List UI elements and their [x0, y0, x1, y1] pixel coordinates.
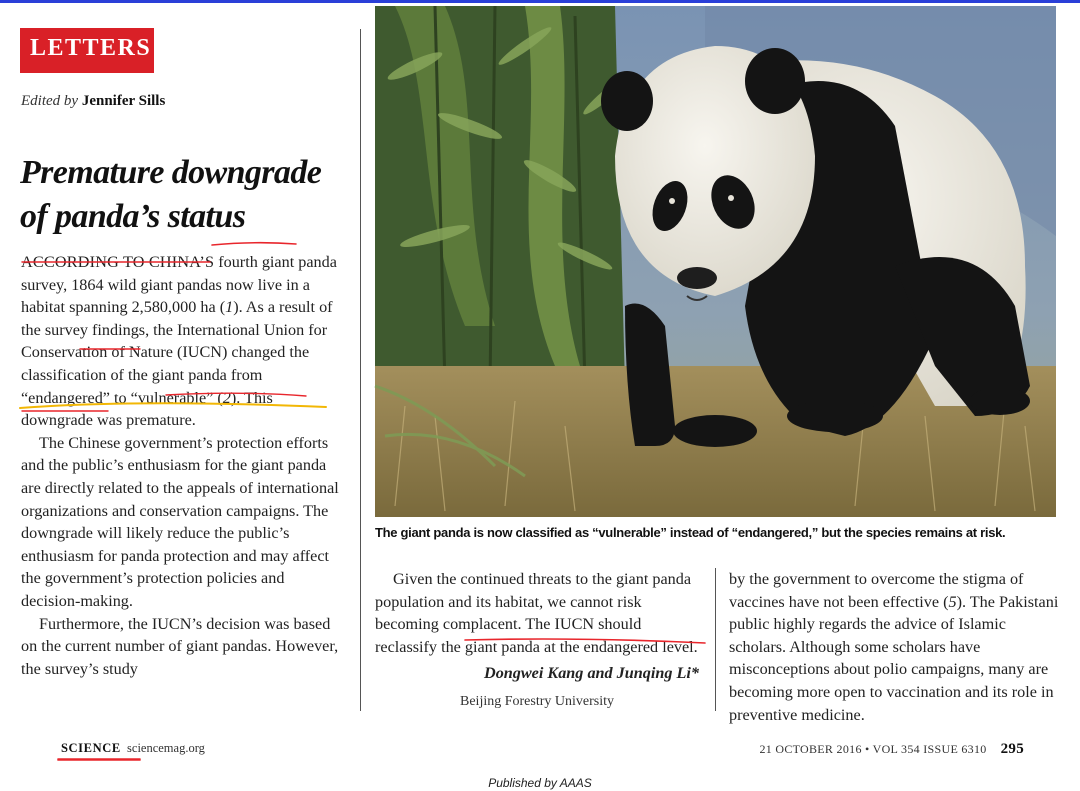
article-headline	[20, 151, 360, 239]
body-column-2	[375, 568, 699, 711]
reference-1: 1	[225, 298, 234, 317]
lead-in-smallcaps: ACCORDING TO CHINA’S	[21, 253, 215, 271]
page-footer-right	[759, 741, 1024, 758]
page-number: 295	[1000, 741, 1024, 757]
col3-text-b: ). The Pakistani public highly regards the advice of Islamic scholars. Although some scholars have misconceptions about polio campaigns, many are becoming more open to vaccination and its role in preventive medicine.	[729, 592, 1059, 724]
page-footer-left	[61, 741, 205, 756]
reference-5: 5	[948, 592, 957, 611]
paragraph-1-text: fourth giant panda survey, 1864 wild giant pandas now live in a habitat spanning 2,580,000 ha (	[21, 253, 337, 317]
paragraph-2: The Chinese government’s protection efforts and the public’s enthusiasm for the giant panda are directly related to the appeals of international organizations and conservation campaigns. The downgrade will likely reduce the public’s enthusiasm for panda protection and may affect the government’s protection policies and decision-making.	[21, 433, 339, 610]
author-affiliation: Beijing Forestry University	[460, 693, 614, 709]
paragraph-1	[21, 251, 343, 432]
column-divider-2	[715, 568, 716, 711]
photo-caption: The giant panda is now classified as “vulnerable” instead of “endangered,” but the species remains at risk.	[375, 525, 1006, 540]
author-signature: Dongwei Kang and Junqing Li*	[484, 664, 699, 683]
journal-site: sciencemag.org	[127, 741, 205, 755]
panda-illustration	[375, 6, 1056, 517]
editor-prefix: Edited by	[21, 93, 79, 109]
editor-credit	[21, 93, 165, 110]
paragraph-3: Furthermore, the IUCN’s decision was based on the current number of giant pandas. However, the survey’s study	[21, 614, 339, 678]
journal-name: SCIENCE	[61, 741, 121, 755]
reference-2: 2	[222, 388, 231, 407]
article-page	[0, 3, 1080, 724]
publisher-line: Published by AAAS	[488, 776, 592, 790]
body-column-3	[729, 568, 1059, 724]
headline-line-1: Premature downgrade	[20, 154, 322, 191]
issue-info: 21 OCTOBER 2016 • VOL 354 ISSUE 6310	[759, 742, 987, 756]
paragraph-col3	[729, 568, 1059, 726]
col3-text-a: by the government to overcome the stigma of vaccines have not been effective (	[729, 570, 1024, 611]
column-divider	[360, 29, 361, 711]
paragraph-1-text-2: ). As a result of the survey findings, the International Union for Conservation of Nature (IUCN) changed the classification of the giant panda from “endangered” to “vulnerable” (	[21, 298, 333, 407]
headline-line-2: of panda’s status	[20, 198, 246, 235]
paragraph-1-end: ). This downgrade was premature.	[21, 388, 273, 430]
section-tag-label: LETTERS	[30, 35, 152, 61]
body-column-1	[21, 251, 343, 709]
paragraph-col2: Given the continued threats to the giant panda population and its habitat, we cannot risk becoming complacent. The IUCN should reclassify the giant panda at the endangered level.	[375, 570, 698, 656]
underline-headline	[212, 243, 296, 245]
section-tag	[20, 28, 154, 73]
editor-name: Jennifer Sills	[81, 93, 166, 109]
panda-photo	[375, 6, 1056, 517]
